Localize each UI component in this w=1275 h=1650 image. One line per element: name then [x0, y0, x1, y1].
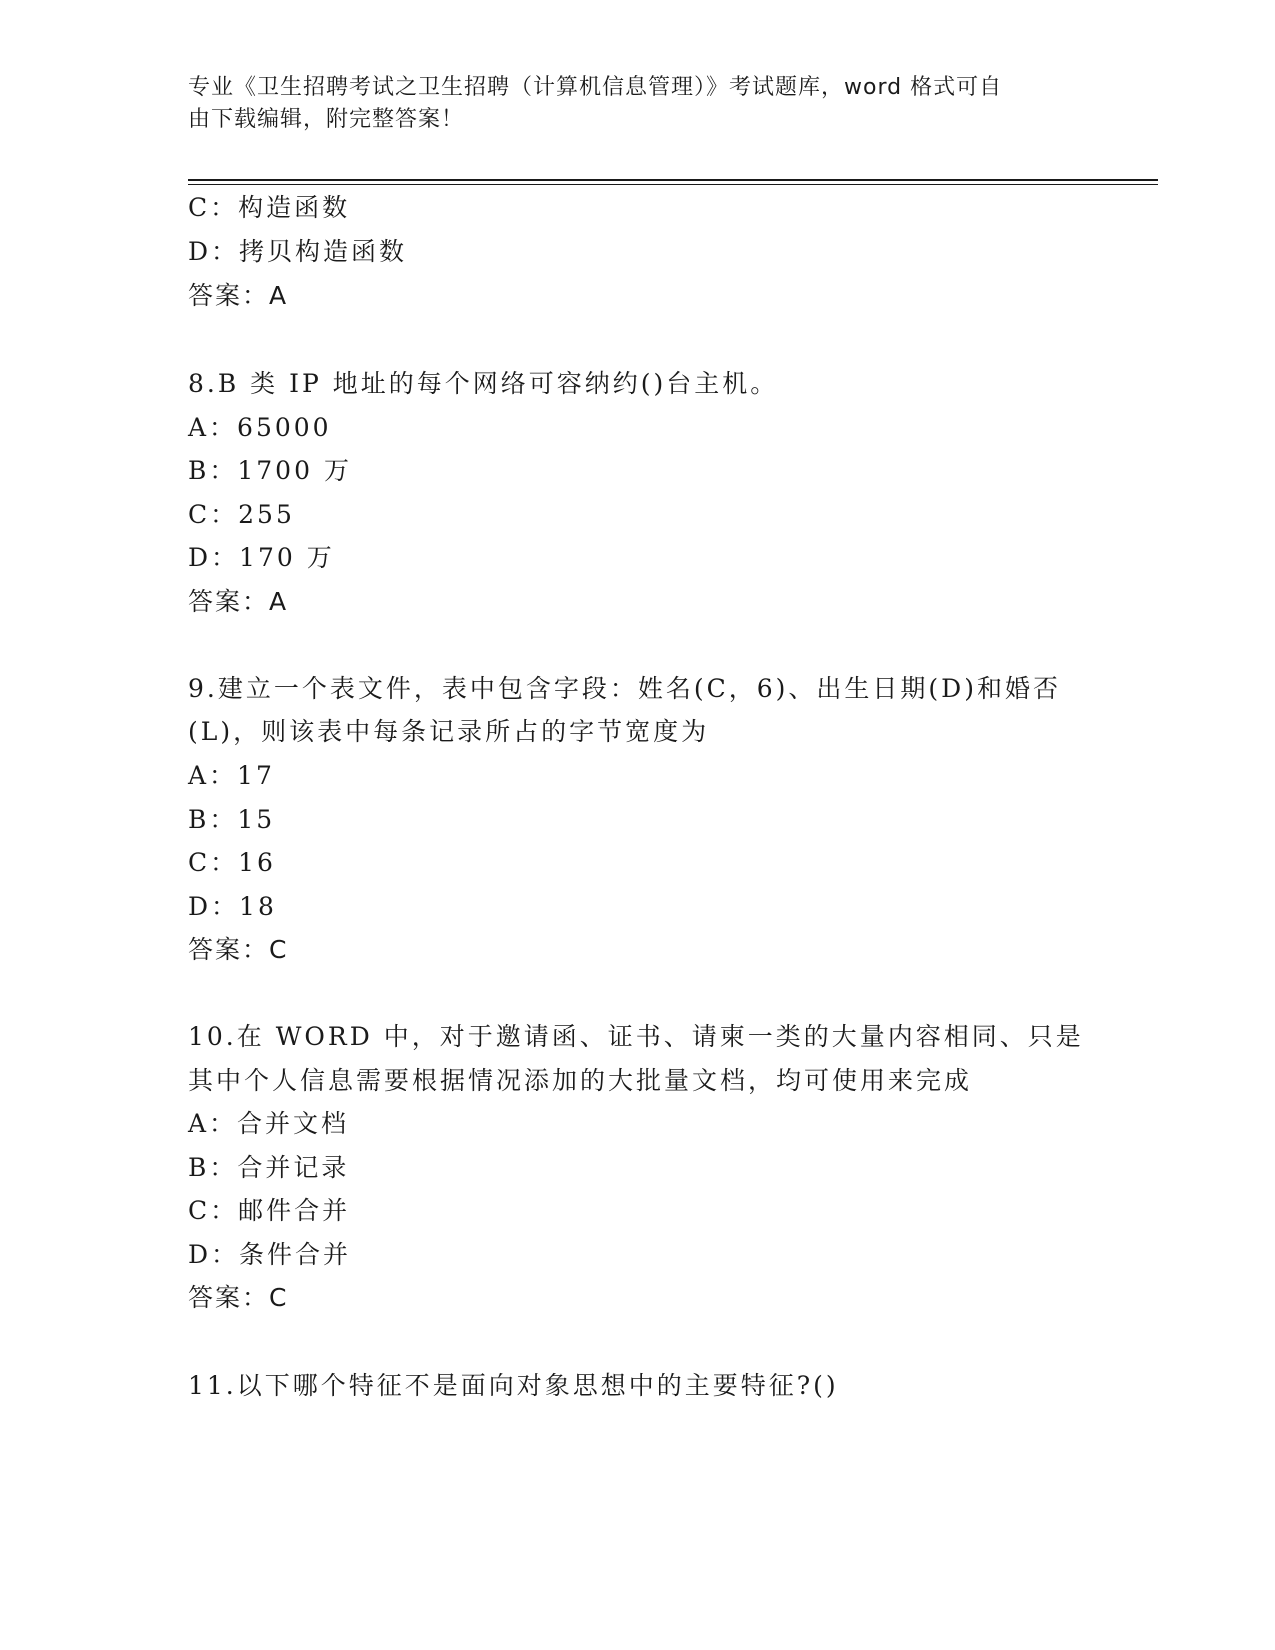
q8-option-a: A：65000 [188, 413, 332, 442]
q8-option-b: B：1700 万 [188, 456, 352, 485]
q9-stem-line-1: 9.建立一个表文件，表中包含字段：姓名(C，6)、出生日期(D)和婚否 [188, 674, 1061, 703]
q10-option-c: C：邮件合并 [188, 1196, 351, 1225]
q11-stem: 11.以下哪个特征不是面向对象思想中的主要特征?() [188, 1371, 839, 1400]
q9-option-d: D：18 [188, 892, 277, 921]
document-header [188, 72, 1078, 136]
prev-option-d: D：拷贝构造函数 [188, 237, 408, 266]
q9-option-b: B：15 [188, 805, 276, 834]
header-line-2: 由下载编辑，附完整答案！ [188, 107, 465, 132]
q10-stem-line-1: 10.在 WORD 中，对于邀请函、证书、请柬一类的大量内容相同、只是 [188, 1022, 1084, 1051]
q10-answer: 答案：C [188, 1283, 289, 1312]
q10-stem-line-2: 其中个人信息需要根据情况添加的大批量文档，均可使用来完成 [188, 1066, 973, 1095]
q10-option-b: B：合并记录 [188, 1153, 350, 1182]
header-divider-thin [188, 184, 1158, 185]
q9-stem-line-2: (L)，则该表中每条记录所占的字节宽度为 [188, 717, 710, 746]
q9-option-c: C：16 [188, 848, 276, 877]
q8-answer: 答案：A [188, 587, 289, 616]
header-divider [188, 179, 1158, 181]
q9-option-a: A：17 [188, 761, 275, 790]
q8-option-c: C：255 [188, 500, 295, 529]
q10-option-d: D：条件合并 [188, 1240, 352, 1269]
header-line-1: 专业《卫生招聘考试之卫生招聘（计算机信息管理）》考试题库，word 格式可自 [188, 75, 1003, 100]
prev-option-c: C：构造函数 [188, 193, 351, 222]
q9-answer: 答案：C [188, 935, 289, 964]
q10-option-a: A：合并文档 [188, 1109, 350, 1138]
q8-stem: 8.B 类 IP 地址的每个网络可容纳约()台主机。 [188, 369, 779, 398]
prev-answer: 答案：A [188, 281, 289, 310]
q8-option-d: D：170 万 [188, 543, 335, 572]
